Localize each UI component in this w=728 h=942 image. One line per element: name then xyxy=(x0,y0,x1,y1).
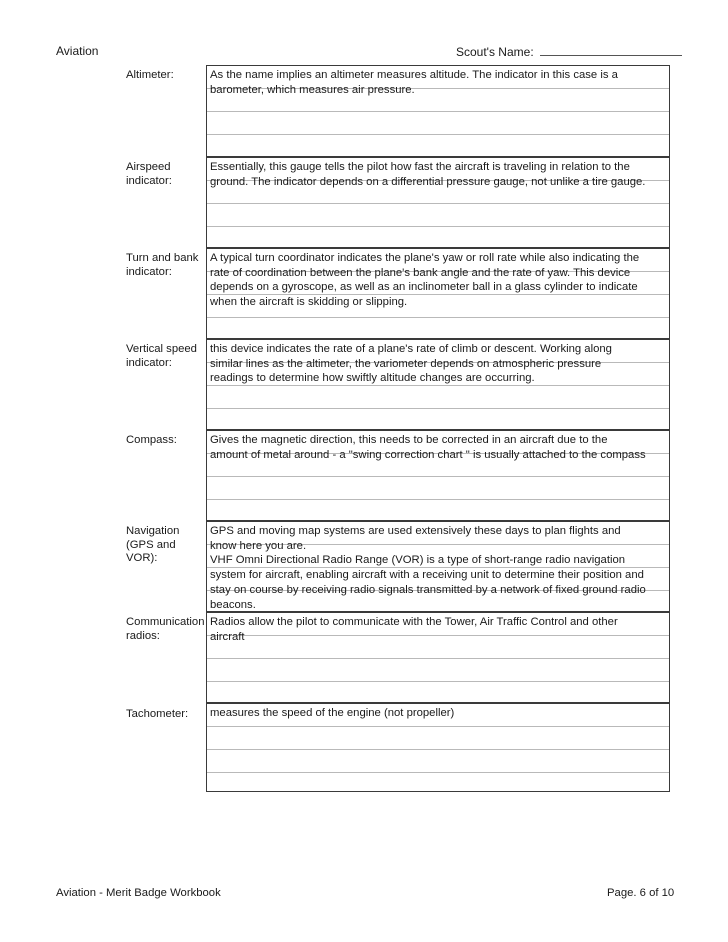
answer-box-compass[interactable] xyxy=(206,430,670,521)
label-turn-bank: Turn and bank indicator: xyxy=(126,252,199,278)
footer-title: Aviation - Merit Badge Workbook xyxy=(56,887,221,899)
answer-box-communication[interactable] xyxy=(206,612,670,703)
label-altimeter: Altimeter: xyxy=(126,69,174,81)
answer-text-airspeed: Essentially, this gauge tells the pilot how fast the aircraft is traveling in relation to the ground. The indicator depends on a differential pressure gauge, not unlike a tire gauge. xyxy=(210,161,646,188)
answer-box-tachometer[interactable] xyxy=(206,703,670,792)
answer-text-altimeter: As the name implies an altimeter measures altitude. The indicator in this case is a barometer, which measures air pressure. xyxy=(210,69,618,96)
answer-box-altimeter[interactable] xyxy=(206,65,670,157)
label-compass: Compass: xyxy=(126,434,177,446)
answer-text-vertical-speed: this device indicates the rate of a plane's rate of climb or descent. Working along similar lines as the altimeter, the variometer depends on atmospheric pressure readings to determine how swiftly altitude changes are occurring. xyxy=(210,343,612,385)
answer-text-communication: Radios allow the pilot to communicate with the Tower, Air Traffic Control and other aircraft xyxy=(210,616,618,643)
answer-box-vertical-speed[interactable] xyxy=(206,339,670,430)
answer-text-tachometer: measures the speed of the engine (not propeller) xyxy=(210,707,455,719)
answer-box-turn-bank[interactable] xyxy=(206,248,670,339)
answer-text-turn-bank: A typical turn coordinator indicates the plane's yaw or roll rate while also indicating the rate of coordination between the plane's bank angle and the rate of yaw. This device depends on a gyroscope, as well as an inclinometer ball in a glass cylinder to indicate when the aircraft is skidding or slipping. xyxy=(210,252,640,309)
label-vertical-speed: Vertical speed indicator: xyxy=(126,343,197,369)
footer-page-number: Page. 6 of 10 xyxy=(607,887,675,899)
scout-name-field[interactable] xyxy=(456,44,682,59)
label-airspeed: Airspeed indicator: xyxy=(126,161,172,187)
label-communication: Communication radios: xyxy=(126,616,205,642)
scout-name-blank[interactable] xyxy=(540,44,682,56)
answer-text-compass: Gives the magnetic direction, this needs to be corrected in an aircraft due to the amount of metal around - a "swing correction chart " is usually attached to the compass xyxy=(210,434,646,461)
answer-box-airspeed[interactable] xyxy=(206,157,670,248)
header-section: Aviation xyxy=(56,44,99,58)
label-navigation: Navigation (GPS and VOR): xyxy=(126,525,180,564)
answer-box-navigation[interactable] xyxy=(206,521,670,612)
label-tachometer: Tachometer: xyxy=(126,708,189,720)
scout-name-label: Scout's Name: xyxy=(456,45,534,59)
answer-text-navigation: GPS and moving map systems are used extensively these days to plan flights and know here you are. VHF Omni Directional Radio Range (VOR) is a type of short-range radio navigation system for aircraft, enabling aircraft with a receiving unit to determine their position and stay on course by receiving radio signals transmitted by a network of fixed ground radio beacons. xyxy=(210,525,646,611)
